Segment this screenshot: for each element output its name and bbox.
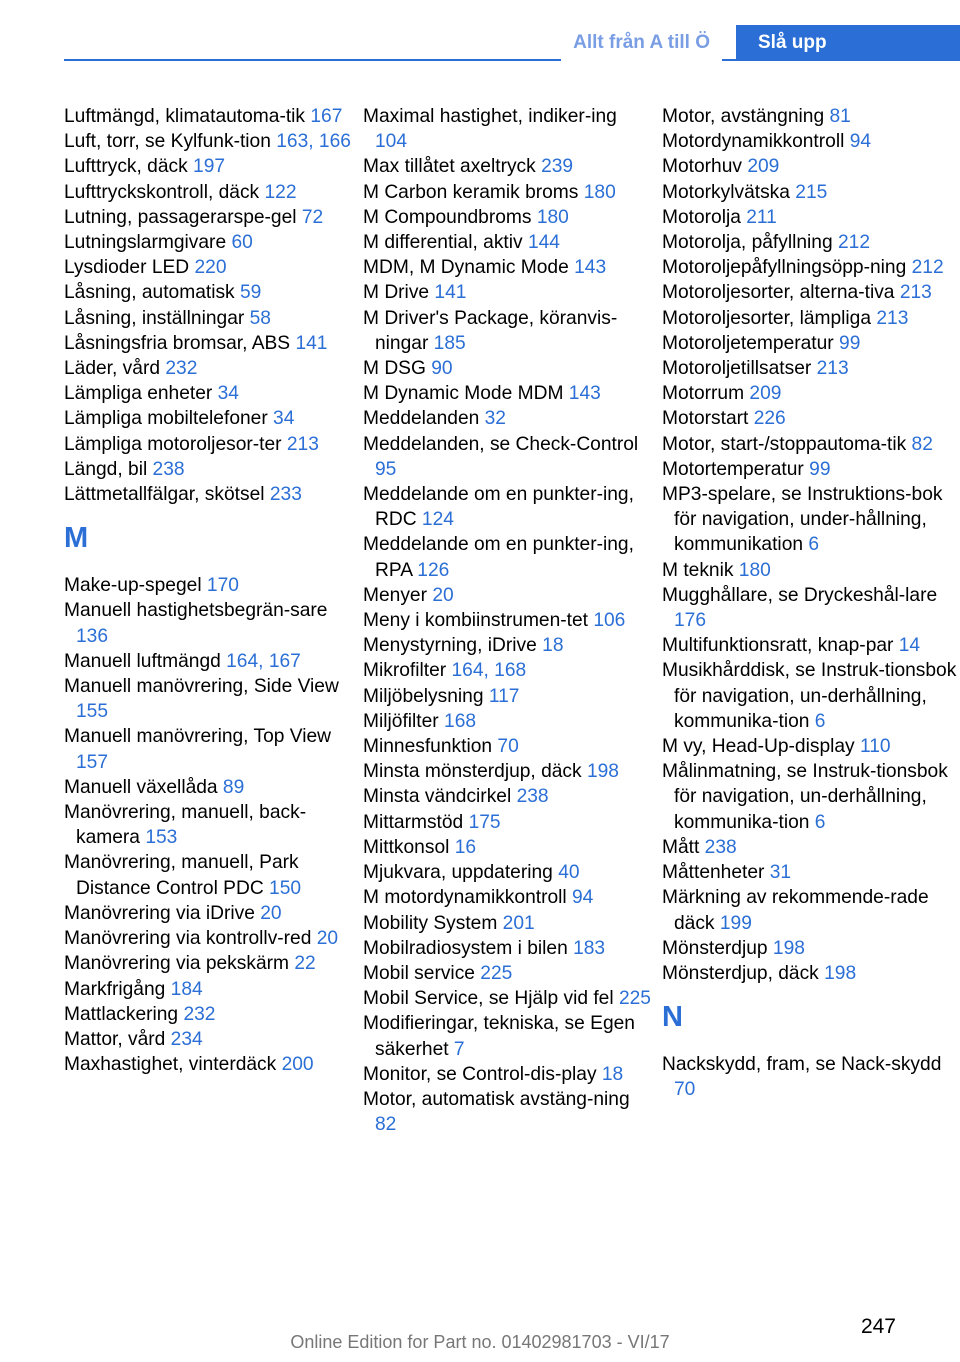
index-entry <box>363 406 653 431</box>
page-reference-link[interactable]: 99 <box>803 458 831 480</box>
index-term: Motorrum <box>662 383 745 405</box>
page-reference-link[interactable]: 157 <box>76 751 109 773</box>
page-reference-link[interactable]: 40 <box>552 862 580 884</box>
index-term: M DSG <box>363 358 426 380</box>
index-entry <box>363 1087 653 1137</box>
index-entry <box>363 784 653 809</box>
index-term: Monitor, se Control-dis-play <box>363 1063 597 1085</box>
index-term: Meddelanden <box>363 408 480 430</box>
page-reference-link[interactable]: 58 <box>244 307 271 329</box>
page-reference-link[interactable]: 197 <box>187 156 226 178</box>
index-entry <box>64 1027 354 1052</box>
index-term: Motorolja, påfyllning <box>662 232 833 254</box>
index-term: Minsta mönsterdjup, däck <box>363 761 582 783</box>
index-entry <box>64 280 354 305</box>
page-reference-link[interactable]: 60 <box>226 232 253 254</box>
index-entry <box>662 356 958 381</box>
index-entry <box>64 482 354 507</box>
page-reference-link[interactable]: 200 <box>276 1054 314 1076</box>
page-reference-link[interactable]: 215 <box>789 181 828 203</box>
page-reference-link[interactable]: 198 <box>581 761 619 783</box>
index-term: Längd, bil <box>64 458 148 480</box>
page-reference-link[interactable]: 198 <box>767 937 805 959</box>
index-entry <box>363 306 653 356</box>
page-reference-link[interactable]: 150 <box>263 877 302 899</box>
index-entry <box>64 432 354 457</box>
index-entry <box>64 926 354 951</box>
index-entry <box>662 129 958 154</box>
page-reference-link[interactable]: 110 <box>854 736 891 758</box>
page-reference-link[interactable]: 180 <box>733 559 771 581</box>
page-reference-link[interactable]: 122 <box>259 181 297 203</box>
page-reference-link[interactable]: 94 <box>844 131 872 153</box>
page-reference-link[interactable]: 141 <box>429 282 467 304</box>
index-entry <box>363 280 653 305</box>
index-term: MP3-spelare, se Instruktions-bok för navigation, under-hållning, kommunikation <box>662 484 943 556</box>
index-term: Miljöbelysning <box>363 685 484 707</box>
index-entry <box>64 800 354 850</box>
index-term: M Driver's Package, köranvis-ningar <box>363 307 618 354</box>
index-entry <box>662 306 958 331</box>
index-entry <box>662 936 958 961</box>
page-reference-link[interactable]: 213 <box>871 307 909 329</box>
index-entry <box>64 573 354 598</box>
index-term: Menystyrning, iDrive <box>363 635 537 657</box>
index-entry <box>64 977 354 1002</box>
index-entry <box>363 633 653 658</box>
page-reference-link[interactable]: 31 <box>764 862 792 884</box>
index-term: Meddelanden, se Check-Control <box>363 433 639 455</box>
index-entry <box>363 759 653 784</box>
index-term: Manuell växellåda <box>64 776 218 798</box>
lookup-tab[interactable]: Slå upp <box>736 25 960 61</box>
page-reference-link[interactable]: 213 <box>894 282 932 304</box>
index-term: Minnesfunktion <box>363 736 493 758</box>
index-entry <box>662 734 958 759</box>
page-reference-link[interactable]: 185 <box>428 332 466 354</box>
index-entry <box>363 936 653 961</box>
page-reference-link[interactable]: 211 <box>740 206 777 228</box>
index-term: M vy, Head-Up-display <box>662 736 855 758</box>
index-term: Nackskydd, fram, se Nack-skydd <box>662 1054 942 1076</box>
page-reference-link[interactable]: 143 <box>563 383 601 405</box>
page-reference-link[interactable]: 184 <box>165 978 203 1000</box>
index-term: Manövrering via kontrollv-red <box>64 928 312 950</box>
index-entry <box>363 885 653 910</box>
page-reference-link[interactable]: 59 <box>234 282 262 304</box>
index-entry <box>363 482 653 532</box>
page-reference-link[interactable]: 14 <box>893 635 921 657</box>
index-entry <box>64 951 354 976</box>
page-reference-link[interactable]: 20 <box>254 902 282 924</box>
page-reference-link[interactable]: 225 <box>474 962 513 984</box>
index-entry <box>64 598 354 648</box>
index-term: M Drive <box>363 282 430 304</box>
index-term: Luftmängd, klimatautoma-tik <box>64 106 306 127</box>
index-term: Mugghållare, se Dryckeshål-lare <box>662 584 938 606</box>
index-entry <box>363 860 653 885</box>
index-entry <box>363 961 653 986</box>
index-entry <box>64 1052 354 1077</box>
page-reference-link[interactable]: 141 <box>290 332 328 354</box>
index-term: Lysdioder LED <box>64 257 190 279</box>
page-reference-link[interactable]: 232 <box>178 1003 216 1025</box>
index-term: Meddelande om en punkter-ing, RDC <box>363 484 634 531</box>
page-reference-link[interactable]: 89 <box>217 776 245 798</box>
page-reference-link[interactable]: 6 <box>809 710 826 732</box>
page-reference-link[interactable]: 170 <box>201 575 239 597</box>
index-term: Meddelande om en punkter-ing, RPA <box>363 534 634 581</box>
page-number: 247 <box>860 1315 896 1338</box>
footer-edition-text: Online Edition for Part no. 01402981703 - VI/17 <box>290 1332 670 1352</box>
index-entry <box>662 583 958 633</box>
index-column-2 <box>363 104 653 1137</box>
page-reference-link[interactable]: 82 <box>906 433 933 455</box>
index-term: Lufttryckskontroll, däck <box>64 181 260 203</box>
page-reference-link[interactable]: 180 <box>578 181 616 203</box>
index-entry <box>662 860 958 885</box>
index-entry <box>662 759 958 835</box>
index-entry <box>363 608 653 633</box>
index-term: M teknik <box>662 559 734 581</box>
index-term: Lufttryck, däck <box>64 156 188 178</box>
page-reference-link[interactable]: 22 <box>289 953 316 975</box>
index-entry <box>64 255 354 280</box>
page-reference-link[interactable]: 20 <box>311 928 339 950</box>
index-entry <box>662 406 958 431</box>
index-entry <box>64 331 354 356</box>
index-entry <box>64 230 354 255</box>
index-term: Motor, automatisk avstäng-ning <box>363 1088 630 1110</box>
index-term: Manövrering via pekskärm <box>64 953 290 975</box>
page-reference-link[interactable]: 155 <box>76 701 109 723</box>
index-entry <box>363 583 653 608</box>
index-term: M Dynamic Mode MDM <box>363 383 564 405</box>
index-entry <box>64 154 354 179</box>
index-entry <box>363 1011 653 1061</box>
index-term: Lutning, passagerarspe-gel <box>64 206 297 228</box>
page-reference-link[interactable]: 70 <box>492 736 519 758</box>
index-entry <box>662 230 958 255</box>
index-term: Motoroljesorter, lämpliga <box>662 307 872 329</box>
page-reference-link[interactable]: 136 <box>76 625 109 647</box>
index-entry <box>662 255 958 280</box>
index-term: Lutningslarmgivare <box>64 232 227 254</box>
page-reference-link[interactable]: 167 <box>305 106 343 127</box>
index-term: M motordynamikkontroll <box>363 887 567 909</box>
page-reference-link[interactable]: 233 <box>264 484 302 506</box>
page-reference-link[interactable]: 6 <box>803 534 820 556</box>
index-term: Manuell luftmängd <box>64 650 221 672</box>
page-reference-link[interactable]: 212 <box>906 257 944 279</box>
page-reference-link[interactable]: 164 <box>446 660 484 682</box>
index-entry <box>363 684 653 709</box>
index-term: Motorkylvätska <box>662 181 790 203</box>
index-column-1 <box>64 104 354 1077</box>
index-term: Make-up-spegel <box>64 575 202 597</box>
index-term: Motorolja <box>662 206 741 228</box>
page-reference-link[interactable]: 95 <box>375 458 397 480</box>
index-term: Låsningsfria bromsar, ABS <box>64 332 291 354</box>
index-entry <box>662 633 958 658</box>
index-term: Motortemperatur <box>662 458 804 480</box>
page-reference-link[interactable]: 6 <box>809 811 826 833</box>
index-term: Maxhastighet, vinterdäck <box>64 1054 277 1076</box>
page-reference-link[interactable]: 198 <box>818 962 857 984</box>
index-entry <box>64 775 354 800</box>
index-entry <box>662 457 958 482</box>
page-reference-link[interactable]: 18 <box>536 635 564 657</box>
index-term: Lättmetallfälgar, skötsel <box>64 484 265 506</box>
section-tab[interactable]: Allt från A till Ö <box>561 25 722 61</box>
index-term: Lämpliga mobiltelefoner <box>64 408 268 430</box>
page-reference-link[interactable]: 124 <box>416 509 454 531</box>
page-reference-link[interactable]: 238 <box>511 786 549 808</box>
page-reference-link[interactable]: 72 <box>296 206 324 228</box>
page-reference-link[interactable]: 106 <box>588 610 626 632</box>
page-reference-link[interactable]: 153 <box>139 827 178 849</box>
index-term: Manövrering, manuell, Park Distance Control PDC <box>64 852 299 899</box>
index-term: Mönsterdjup <box>662 937 768 959</box>
index-entry <box>662 885 958 935</box>
index-entry <box>363 381 653 406</box>
index-entry <box>64 850 354 900</box>
page-reference-link[interactable]: 32 <box>479 408 506 430</box>
index-term: Mobil Service, se Hjälp vid fel <box>363 988 614 1010</box>
page-reference-link[interactable]: 212 <box>832 232 871 254</box>
page-reference-link[interactable]: 16 <box>449 836 477 858</box>
index-term: Menyer <box>363 584 427 606</box>
index-term: Manuell manövrering, Top View <box>64 726 331 748</box>
page-reference-link[interactable]: 238 <box>147 458 185 480</box>
page-reference-link[interactable]: 226 <box>748 408 786 430</box>
index-entry <box>363 810 653 835</box>
page-reference-link[interactable]: 81 <box>824 106 851 127</box>
page-reference-link[interactable]: 70 <box>674 1079 696 1101</box>
page-reference-link[interactable]: 20 <box>426 584 454 606</box>
index-entry <box>662 180 958 205</box>
page-reference-link[interactable]: 144 <box>522 232 560 254</box>
index-term: Motoroljesorter, alterna-tiva <box>662 282 895 304</box>
index-term: Meny i kombiinstrumen-tet <box>363 610 588 632</box>
index-term: Luft, torr, se Kylfunk-tion <box>64 131 271 153</box>
index-entry <box>662 154 958 179</box>
page-reference-link[interactable]: 163 <box>270 131 309 153</box>
index-term: M Carbon keramik broms <box>363 181 579 203</box>
index-entry <box>64 381 354 406</box>
index-term: Låsning, inställningar <box>64 307 245 329</box>
index-term: Läder, vård <box>64 358 161 380</box>
page-reference-link[interactable]: 94 <box>566 887 594 909</box>
page-reference-link[interactable]: 213 <box>811 358 849 380</box>
index-entry <box>662 331 958 356</box>
page-reference-link[interactable]: 18 <box>596 1063 624 1085</box>
index-entry <box>363 230 653 255</box>
page-reference-link[interactable]: 239 <box>535 156 574 178</box>
page-reference-link[interactable]: 176 <box>674 610 707 632</box>
index-term: Minsta vändcirkel <box>363 786 512 808</box>
page-reference-link[interactable]: , 168 <box>483 660 527 682</box>
page-reference-link[interactable]: 180 <box>531 206 569 228</box>
index-term: Motoroljetillsatser <box>662 358 812 380</box>
index-entry <box>363 532 653 582</box>
page-reference-link[interactable]: 209 <box>741 156 780 178</box>
index-term: Låsning, automatisk <box>64 282 235 304</box>
index-entry <box>64 457 354 482</box>
index-term: Lämpliga enheter <box>64 383 213 405</box>
index-term: Manuell manövrering, Side View <box>64 676 339 698</box>
index-term: Motorhuv <box>662 156 742 178</box>
index-entry <box>64 901 354 926</box>
index-section-letter: N <box>662 1001 683 1034</box>
index-term: M Compoundbroms <box>363 206 532 228</box>
index-entry <box>64 724 354 774</box>
index-entry <box>662 658 958 734</box>
index-entry <box>363 432 653 482</box>
page-reference-link[interactable]: 183 <box>567 937 606 959</box>
page-reference-link[interactable]: 99 <box>833 332 861 354</box>
index-entry <box>662 482 958 558</box>
index-entry <box>64 406 354 431</box>
index-entry <box>64 104 354 129</box>
index-entry <box>662 1052 958 1102</box>
page-reference-link[interactable]: 232 <box>160 358 198 380</box>
index-term: Mattor, vård <box>64 1028 166 1050</box>
page-reference-link[interactable]: 238 <box>699 836 737 858</box>
page-header <box>0 0 960 62</box>
index-entry <box>64 205 354 230</box>
index-entry <box>363 1062 653 1087</box>
index-entry <box>363 734 653 759</box>
index-term: Max tillåtet axeltryck <box>363 156 536 178</box>
page-reference-link[interactable]: 143 <box>568 257 607 279</box>
page-reference-link[interactable]: 234 <box>165 1028 203 1050</box>
index-term: Motorstart <box>662 408 749 430</box>
index-term: Multifunktionsratt, knap-par <box>662 635 894 657</box>
index-term: Mikrofilter <box>363 660 447 682</box>
index-term: M differential, aktiv <box>363 232 523 254</box>
index-entry <box>64 1002 354 1027</box>
index-entry <box>662 961 958 986</box>
index-entry <box>64 180 354 205</box>
index-entry <box>363 709 653 734</box>
index-column-3 <box>662 104 958 1103</box>
page-reference-link[interactable]: 82 <box>375 1114 397 1136</box>
page-reference-link[interactable]: 90 <box>425 358 453 380</box>
page-reference-link[interactable]: 168 <box>438 710 477 732</box>
index-term: Maximal hastighet, indiker-ing <box>363 106 617 127</box>
index-term: Mönsterdjup, däck <box>662 962 819 984</box>
page-reference-link[interactable]: 220 <box>189 257 227 279</box>
index-term: Märkning av rekommende-rade däck <box>662 887 929 934</box>
page-reference-link[interactable]: 199 <box>714 912 752 934</box>
page-reference-link[interactable]: 175 <box>463 811 501 833</box>
index-entry <box>363 911 653 936</box>
index-term: Målinmatning, se Instruk-tionsbok för navigation, un-derhållning, kommunika-tion <box>662 761 948 833</box>
index-entry <box>662 835 958 860</box>
index-term: Mobil service <box>363 962 475 984</box>
index-term: Miljöfilter <box>363 710 439 732</box>
index-term: Lämpliga motoroljesor-ter <box>64 433 282 455</box>
index-entry <box>363 255 653 280</box>
index-term: Motoroljepåfyllningsöpp-ning <box>662 257 907 279</box>
index-entry <box>363 356 653 381</box>
index-term: Mobility System <box>363 912 498 934</box>
index-term: Motor, start-/stoppautoma-tik <box>662 433 907 455</box>
page-reference-link[interactable]: 117 <box>483 685 520 707</box>
index-entry <box>662 432 958 457</box>
index-term: Mittkonsol <box>363 836 450 858</box>
index-term: Manuell hastighetsbegrän-sare <box>64 600 328 622</box>
index-term: Mjukvara, uppdatering <box>363 862 553 884</box>
index-entry <box>363 658 653 683</box>
index-entry <box>363 104 653 154</box>
page-reference-link[interactable]: 126 <box>411 559 450 581</box>
index-term: Markfrigång <box>64 978 166 1000</box>
index-term: Motordynamikkontroll <box>662 131 845 153</box>
page-reference-link[interactable]: 7 <box>448 1038 465 1060</box>
index-section-letter: M <box>64 522 89 555</box>
index-term: MDM, M Dynamic Mode <box>363 257 569 279</box>
page-reference-link[interactable]: , 166 <box>308 131 351 153</box>
page-reference-link[interactable]: 225 <box>613 988 651 1010</box>
index-entry <box>662 104 958 129</box>
index-entry <box>363 154 653 179</box>
index-entry <box>363 835 653 860</box>
index-term: Mattlackering <box>64 1003 179 1025</box>
index-entry <box>363 180 653 205</box>
index-term: Mittarmstöd <box>363 811 464 833</box>
index-term: Modifieringar, tekniska, se Egen säkerhet <box>363 1013 635 1060</box>
index-term: Måttenheter <box>662 862 765 884</box>
index-entry <box>662 381 958 406</box>
page-reference-link[interactable]: 164 <box>220 650 259 672</box>
index-entry <box>662 280 958 305</box>
index-entry <box>363 986 653 1011</box>
index-entry <box>64 356 354 381</box>
page-reference-link[interactable]: , 167 <box>258 650 301 672</box>
page-reference-link[interactable]: 104 <box>375 131 408 153</box>
index-term: Motor, avstängning <box>662 106 825 127</box>
page-reference-link[interactable]: 34 <box>267 408 295 430</box>
page-reference-link[interactable]: 209 <box>744 383 782 405</box>
page-reference-link[interactable]: 34 <box>212 383 239 405</box>
index-term: Motoroljetemperatur <box>662 332 834 354</box>
index-entry <box>64 306 354 331</box>
index-entry <box>662 558 958 583</box>
index-term: Mått <box>662 836 700 858</box>
index-entry <box>662 205 958 230</box>
index-term: Musikhårddisk, se Instruk-tionsbok för navigation, un-derhållning, kommunika-tion <box>662 660 957 732</box>
index-entry <box>64 674 354 724</box>
index-entry <box>64 129 354 154</box>
page-reference-link[interactable]: 213 <box>281 433 319 455</box>
index-term: Manövrering via iDrive <box>64 902 255 924</box>
index-entry <box>363 205 653 230</box>
index-term: Manövrering, manuell, back-kamera <box>64 802 307 849</box>
index-entry <box>64 649 354 674</box>
page-reference-link[interactable]: 201 <box>497 912 535 934</box>
index-term: Mobilradiosystem i bilen <box>363 937 568 959</box>
